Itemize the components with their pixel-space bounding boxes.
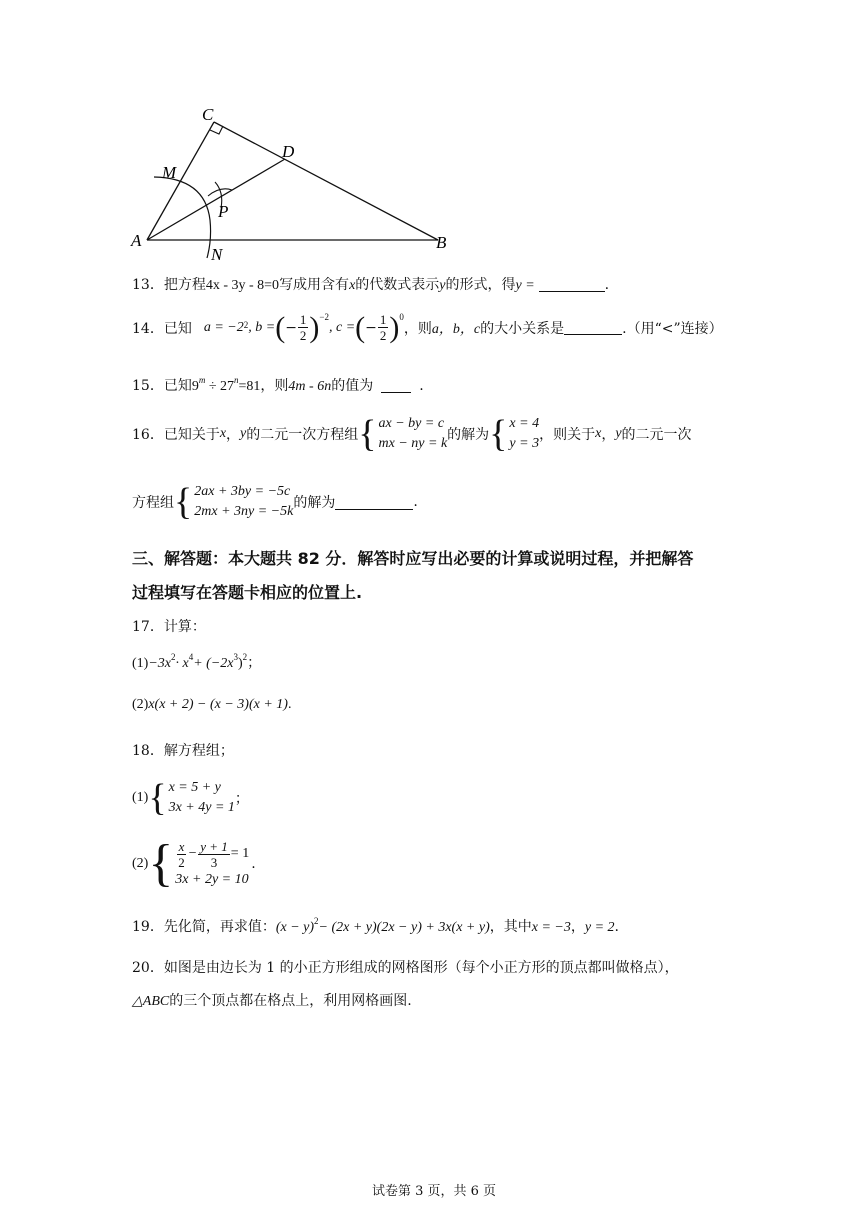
- fraction: $\frac{1}{2}$: [379, 312, 387, 343]
- label-b: B: [436, 233, 447, 252]
- answer-blank[interactable]: [381, 378, 411, 393]
- equation-system: { 2ax + 3by = −5c 2mx + 3ny = −5k: [174, 481, 294, 523]
- section-heading: 三、解答题：本大题共 82 分．解答时应写出必要的计算或说明过程，并把解答: [132, 549, 694, 568]
- equation-system: { x = 5 + y 3x + 4y = 1: [148, 777, 235, 819]
- question-20: 20．如图是由边长为 1 的小正方形组成的网格图形（每个小正方形的顶点都叫做格点），: [132, 960, 679, 976]
- question-15: 15．已知$9^m \div 27^n=81$，则4m - 6n的值为 .: [132, 375, 424, 394]
- label-p: P: [218, 202, 229, 221]
- fraction: $\frac{1}{2}$: [299, 312, 307, 343]
- answer-blank[interactable]: [564, 320, 622, 335]
- question-18-part-1: (1) { x = 5 + y 3x + 4y = 1 ；: [132, 777, 249, 819]
- answer-blank[interactable]: [335, 495, 413, 510]
- question-17-title: 17．计算：: [132, 619, 206, 635]
- right-angle-mark: [210, 126, 223, 134]
- label-n: N: [211, 245, 223, 264]
- label-a: A: [131, 231, 142, 250]
- question-20-cont: △ABC的三个顶点都在格点上，利用网格画图.: [132, 993, 412, 1009]
- triangle-figure: [120, 100, 460, 265]
- page-footer: 试卷第 3 页，共 6 页: [371, 1184, 497, 1199]
- label-d: D: [282, 142, 295, 161]
- question-17-part-1: $(1)-3x^2\cdot x^4+ (-2x^3)^2$；: [132, 652, 262, 671]
- label-m: M: [162, 163, 177, 182]
- label-c: C: [202, 105, 214, 124]
- solution-system: { x = 4 y = 3: [489, 413, 540, 455]
- arc-mn: [154, 177, 211, 258]
- question-18-title: 18．解方程组；: [132, 743, 234, 759]
- question-14: 14． 已知 a = −2 2 , b = ( − $\frac{1}{2}$ ) −2 , c = ( − $\frac{1}{2}$ ) 0 ，则 a，b，c 的大小关系是 .（用“<”连接）: [132, 310, 723, 344]
- question-16: 16． 已知关于 x ， y 的二元一次方程组 { ax − by = c mx − ny = k 的解为 { x = 4 y = 3 ，则关于 x ， y 的二元一次: [132, 413, 692, 455]
- question-16-cont: 方程组 { 2ax + 3by = −5c 2mx + 3ny = −5k 的解为 .: [132, 481, 418, 523]
- question-17-part-2: (2)x(x + 2) − (x − 3)(x + 1).: [132, 697, 292, 712]
- section-heading-cont: 过程填写在答题卡相应的位置上.: [132, 583, 363, 602]
- question-18-part-2: (2) { $\frac{x}{2}$ − $\frac{y + 1}{3}$ = 1 3x + 2y = 10 .: [132, 835, 256, 892]
- equation-system: { ax − by = c mx − ny = k: [358, 413, 448, 455]
- answer-blank[interactable]: [539, 277, 605, 292]
- question-19: 19．先化简，再求值：$(x - y)^2- (2x + y)(2x - y) + 3x(x + y)$，其中x = −3，y = 2.: [132, 916, 619, 935]
- question-13: 13．把方程4x - 3y - 8=0写成用含有x的代数式表示y的形式，得y = .: [132, 277, 610, 293]
